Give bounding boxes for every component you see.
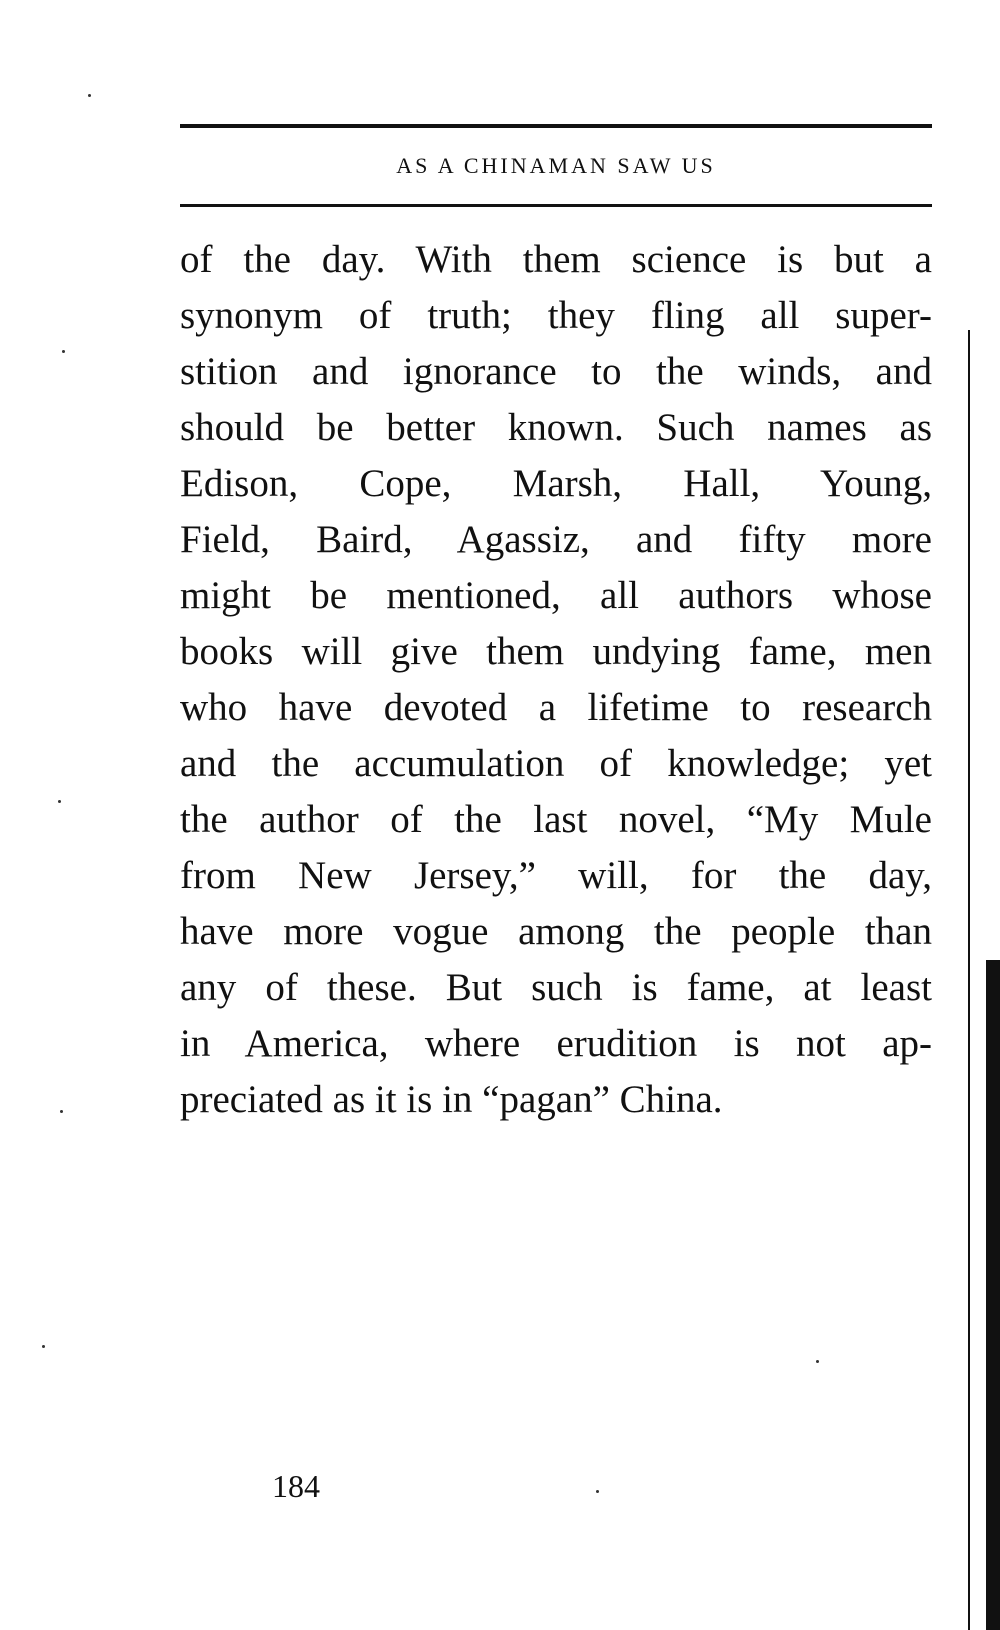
- body-paragraph: [180, 232, 932, 1128]
- scan-speck: [58, 800, 61, 803]
- text-line: books will give them undying fame, men: [180, 630, 932, 673]
- text-line: any of these. But such is fame, at least: [180, 966, 932, 1009]
- text-line: might be mentioned, all authors whose: [180, 574, 932, 617]
- text-line: who have devoted a lifetime to research: [180, 686, 932, 729]
- scan-speck: [60, 1110, 63, 1113]
- scan-speck: [88, 94, 91, 97]
- header-top-rule: [180, 124, 932, 128]
- text-line: should be better known. Such names as: [180, 406, 932, 449]
- text-line: have more vogue among the people than: [180, 910, 932, 953]
- text-line: the author of the last novel, “My Mule: [180, 798, 932, 841]
- scan-speck: [62, 350, 65, 353]
- text-line: in America, where erudition is not ap-: [180, 1022, 932, 1065]
- header-bottom-rule: [180, 204, 932, 207]
- scan-speck: [596, 1490, 599, 1493]
- text-line: from New Jersey,” will, for the day,: [180, 854, 932, 897]
- text-line: and the accumulation of knowledge; yet: [180, 742, 932, 785]
- text-line: preciated as it is in “pagan” China.: [180, 1078, 723, 1121]
- text-line: Edison, Cope, Marsh, Hall, Young,: [180, 462, 932, 505]
- running-head: AS A CHINAMAN SAW US: [396, 153, 716, 178]
- scan-edge-shadow-thin: [968, 330, 970, 1630]
- text-line: synonym of truth; they fling all super-: [180, 294, 932, 337]
- scan-speck: [42, 1345, 45, 1348]
- scan-speck: [816, 1360, 819, 1363]
- scan-edge-shadow: [986, 960, 1000, 1630]
- text-line: stition and ignorance to the winds, and: [180, 350, 932, 393]
- text-line: of the day. With them science is but a: [180, 238, 932, 281]
- page-number: 184: [272, 1468, 320, 1504]
- text-line: Field, Baird, Agassiz, and fifty more: [180, 518, 932, 561]
